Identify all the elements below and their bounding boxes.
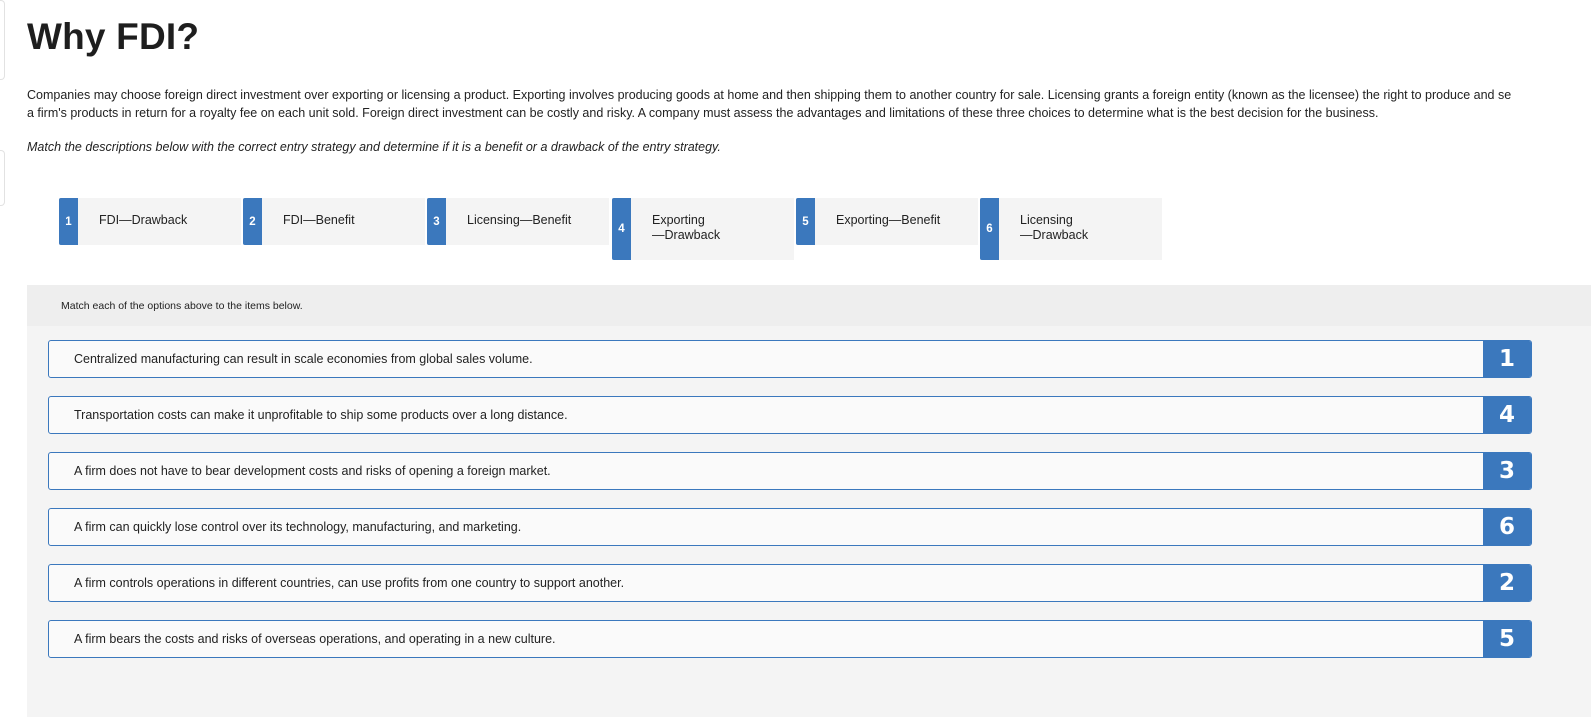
match-item (48, 396, 1532, 434)
option-label (631, 198, 730, 260)
match-panel-header (27, 285, 1591, 326)
match-answer-slot[interactable]: 5 (1483, 621, 1531, 657)
instruction-text: Match the descriptions below with the correct entry strategy and determine if it is a benefit or a drawback of the entry strategy. (27, 140, 721, 154)
match-answer-slot[interactable]: 1 (1483, 341, 1531, 377)
match-item (48, 452, 1532, 490)
option-number: 3 (427, 198, 446, 245)
intro-paragraph (27, 86, 1591, 122)
match-item-text: A firm controls operations in different countries, can use profits from one country to support another. (74, 576, 625, 590)
side-panel-edge[interactable] (0, 150, 5, 206)
match-item-text: Transportation costs can make it unprofitable to ship some products over a long distance. (74, 408, 568, 422)
option-label: Licensing—Benefit (467, 213, 572, 227)
intro-line: a firm's products in return for a royalty fee on each unit sold. Foreign direct investment can be costly and risky. A company must assess the advantages and limitations of these three choices to determine what is the best decision for the business. (27, 106, 1379, 120)
match-answer-slot[interactable]: 4 (1483, 397, 1531, 433)
side-panel-edge[interactable] (0, 0, 5, 80)
match-item-text: A firm does not have to bear development costs and risks of opening a foreign market. (74, 464, 551, 478)
option-exporting-drawback[interactable] (612, 198, 794, 260)
option-licensing-drawback[interactable] (980, 198, 1162, 260)
match-item (48, 508, 1532, 546)
option-number: 6 (980, 198, 999, 260)
match-answer-slot[interactable]: 3 (1483, 453, 1531, 489)
match-item (48, 620, 1532, 658)
option-label-line: Exporting (652, 213, 705, 227)
match-answer-slot[interactable]: 6 (1483, 509, 1531, 545)
option-number: 2 (243, 198, 262, 245)
match-panel (27, 285, 1591, 717)
match-item-text: A firm can quickly lose control over its technology, manufacturing, and marketing. (74, 520, 522, 534)
match-answer-slot[interactable]: 2 (1483, 565, 1531, 601)
option-label-line: —Drawback (652, 228, 721, 242)
option-number: 1 (59, 198, 78, 245)
option-licensing-benefit[interactable] (427, 198, 609, 245)
intro-line: Companies may choose foreign direct investment over exporting or licensing a product. Exporting involves producing goods at home and then shipping them to another country for sale. Licensing grants a foreign entity (known as the licensee) the right to produce and se (27, 88, 1512, 102)
option-fdi-benefit[interactable] (243, 198, 425, 245)
option-label: FDI—Drawback (99, 213, 188, 227)
option-number: 5 (796, 198, 815, 245)
option-label: FDI—Benefit (283, 213, 355, 227)
option-label (999, 198, 1098, 260)
match-item-text: Centralized manufacturing can result in scale economies from global sales volume. (74, 352, 533, 366)
match-panel-instruction: Match each of the options above to the items below. (61, 300, 303, 312)
option-fdi-drawback[interactable] (59, 198, 241, 245)
match-item (48, 564, 1532, 602)
option-label: Exporting—Benefit (836, 213, 941, 227)
option-exporting-benefit[interactable] (796, 198, 978, 245)
match-item-text: A firm bears the costs and risks of overseas operations, and operating in a new culture. (74, 632, 556, 646)
option-label-line: Licensing (1020, 213, 1073, 227)
match-item (48, 340, 1532, 378)
option-label-line: —Drawback (1020, 228, 1089, 242)
page-title: Why FDI? (27, 16, 200, 57)
option-number: 4 (612, 198, 631, 260)
